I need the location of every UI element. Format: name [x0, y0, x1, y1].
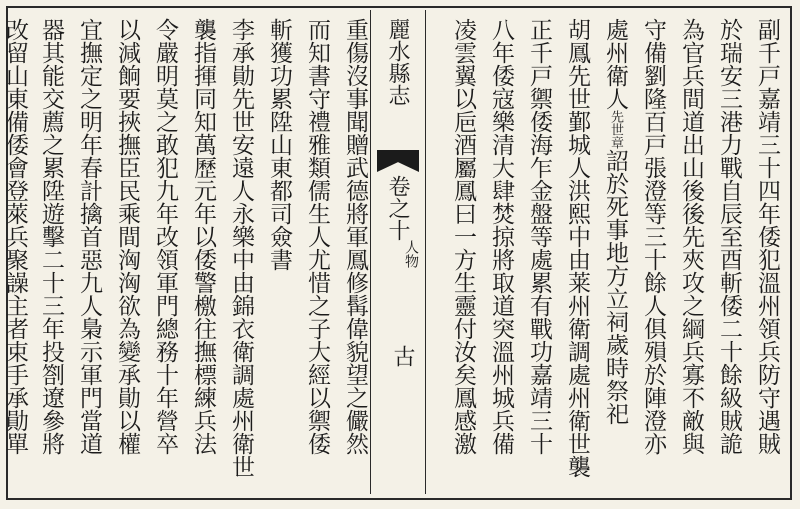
text-column: 令嚴明莫之敢犯九年改領軍門總務十年營卒: [152, 18, 178, 455]
text-column: 而知書守禮雅類儒生人尤惜之子大經以禦倭: [304, 18, 330, 455]
text-column: 八年倭寇樂清大肆焚掠將取道突溫州城兵備: [488, 18, 514, 455]
text-column: 襲指揮同知萬歷元年以倭警檄往撫標練兵法: [190, 18, 216, 455]
text-column: 正千戸禦倭海乍金盤等處累有戰功嘉靖三十: [526, 18, 552, 455]
book-title: 麗水縣志: [385, 18, 410, 106]
annotation-note: 先世章: [608, 110, 623, 149]
section-label: 人物: [403, 240, 419, 268]
text-column: 改留山東備倭會登萊兵聚譟主者束手承勛單: [2, 18, 28, 455]
text-column-main: 處州衛人: [602, 18, 628, 110]
text-column-rest: 詔於死事地方立祠歲時祭祀: [602, 149, 628, 425]
text-column: 以減餉要挾撫臣民乘間洶洶欲為變承勛以權: [114, 18, 140, 455]
text-column: 凌雲翼以巵酒屬鳳曰一方生靈付汝矣鳳感激: [450, 18, 476, 455]
text-column: 於瑞安三港力戰自辰至酉斬倭二十餘級賊詭: [716, 18, 742, 455]
page-number: 古: [390, 345, 415, 367]
text-column: 守備劉隆百戸張澄等三十餘人俱殞於陣澄亦: [640, 18, 666, 455]
text-column: 器其能交薦之累陞遊擊二十三年投劄遼參將: [38, 18, 64, 455]
text-column: [596, 18, 634, 488]
text-column: 副千戸嘉靖三十四年倭犯溫州領兵防守遇賊: [754, 18, 780, 455]
text-column: 為官兵間道出山後後先夾攻之綱兵寡不敵與: [678, 18, 704, 455]
volume-label: 卷之十: [385, 175, 410, 241]
text-column: 重傷沒事聞贈武德將軍鳳修髯偉貌望之儼然: [342, 18, 368, 455]
text-column: 宜撫定之明年春計擒首惡九人梟示軍門當道: [76, 18, 102, 455]
text-column: 斬獲功累陞山東都司僉書: [266, 18, 292, 271]
text-column: 李承勛先世安遠人永樂中由錦衣衛調處州衛世: [228, 18, 254, 478]
text-column: 胡鳳先世鄞城人洪熙中由莱州衛調處州衛世襲: [564, 18, 590, 478]
